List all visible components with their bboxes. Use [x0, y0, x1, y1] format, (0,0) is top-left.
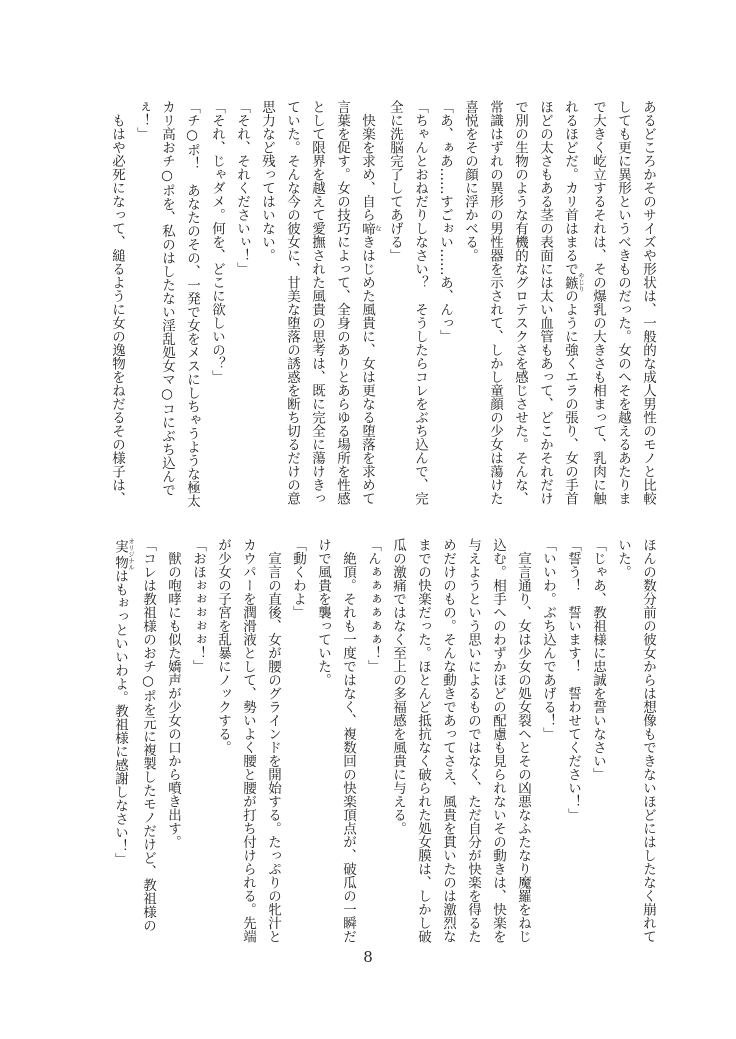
text-column: 「いいわ。ぶち込んであげる！」 [540, 538, 556, 741]
text-column: 込む。相手へのわずかほどの配慮も見られないその動きは、快楽を [490, 538, 506, 943]
text-block-top [104, 100, 660, 512]
text-column: で大きく屹立するそれは、その爆乳の大きさも相まって、乳肉に触 [590, 100, 606, 505]
text-column: までの快楽だった。ほとんど抵抗なく破られた処女膜は、しかし破 [415, 538, 431, 943]
text-column: 与えようという思いによるものではなく、ただ自分が快楽を得るた [465, 538, 481, 943]
text-column: 瓜の激痛ではなく至上の多福感を風貴に与える。 [390, 538, 406, 835]
text-column: 「おほぉぉぉぉぉ！」 [190, 538, 206, 673]
text-column: れるほどだ。カリ首はまるで鏃 やじりのように強くエラの張り、女の手首 [562, 100, 585, 505]
text-column: 「それ、それくださいぃ！」 [234, 100, 250, 276]
page-number: 8 [363, 948, 373, 966]
text-block-bottom [107, 538, 660, 950]
text-column: けで風貴を襲っていた。 [315, 538, 331, 687]
text-column: として限界を越えて愛撫された風貴の思考は、既に完全に蕩けきっ [309, 100, 325, 505]
text-column: 絶頂。それも一度ではなく、複数回の快楽頂点が、破瓜の一瞬だ [340, 538, 356, 943]
text-column: もはや必死になって、縋るように女の逸物をねだるその様子は、 [109, 100, 125, 505]
text-column: 宣言通り、女は少女の処女裂へとその凶悪なふたなり魔羅をねじ [515, 538, 531, 943]
text-column: 「じゃあ、教祖様に忠誠を誓いなさい」 [590, 538, 606, 781]
text-column: 「コレは教祖様のおチ○ポを元に複製したモノだけど、教祖様の [140, 538, 156, 932]
text-column: 快楽を求め、自ら啼 なきはじめた風貴に、女は更なる堕落を求めて [359, 100, 382, 505]
text-column: あるどころかそのサイズや形状は、一般的な成人男性のモノと比較 [640, 100, 656, 505]
text-column: ていた。そんな今の彼女に、甘美な堕落の誘惑を断ち切るだけの意 [284, 100, 300, 505]
text-column: 獣の咆哮にも似た嬌声が少女の口から噴き出す。 [165, 538, 181, 849]
text-column: 「動くわよ」 [290, 538, 306, 619]
text-column: カウパーを潤滑液として、勢いよく腰と腰が打ち付けられる。先端 [240, 538, 256, 943]
ruby-annotated-word: 実物 オリジナル [112, 538, 135, 571]
text-column: ぇ！」 [134, 100, 150, 141]
text-column: 思力など残ってはいない。 [259, 100, 275, 262]
text-column: 常識はずれの異形の男性器を示されて、しかし童顔の少女は蕩けた [487, 100, 503, 505]
text-column: カリ高おチ○ポを、私のはしたない淫乱処女マ○コにぶち込んで [159, 100, 175, 497]
text-column: いた。 [615, 538, 631, 579]
text-column: 宣言の直後、女が腰のグラインドを開始する。たっぷりの牝汁と [265, 538, 281, 943]
text-column: 言葉を促す。女の技巧によって、全身のありとあらゆる場所を性感 [334, 100, 350, 505]
text-column: 「んぁぁぁぁぁぁ！」 [365, 538, 381, 673]
ruby-annotated-word: 鏃 やじり [562, 272, 585, 292]
text-column: 「それ、じゃダメ。何を、どこに欲しいの？」 [209, 100, 225, 384]
text-column: 「あ、ぁあ……すごぉい……あ、んっ」 [437, 100, 453, 343]
text-column: 「ちゃんとおねだりしなさい？ そうしたらコレをぶち込んで、完 [412, 100, 428, 505]
text-column: めだけのもの。そんな動きであってさえ、風貴を貫いたのは激烈な [440, 538, 456, 943]
ruby-annotated-word: 啼 な [359, 221, 382, 235]
text-column: 喜悦をその顔に浮かべる。 [462, 100, 478, 262]
text-column: 全に洗脳完了してあげる」 [387, 100, 403, 262]
text-column: ほんの数分前の彼女からは想像もできないほどにはしたなく崩れて [640, 538, 656, 943]
text-column: で別の生物のような有機的なグロテスクさを感じさせた。そんな、 [512, 100, 528, 505]
text-column: 実物 オリジナルはもぉっといいわよ。教祖様に感謝しなさい！」 [112, 538, 135, 867]
text-column: ほどの太さもある茎の表面には太い血管もあって、どこかそれだけ [537, 100, 553, 505]
text-column: しても更に異形というべきものだった。女のへそを越えるあたりま [615, 100, 631, 505]
text-column: 「チ○ポ！ あなたのその、一発で女をメスにしちゃうような極太 [184, 100, 200, 508]
text-column: 「誓う！ 誓います！ 誓わせてください！」 [565, 538, 581, 822]
text-column: が少女の子宮を乱暴にノックする。 [215, 538, 231, 754]
